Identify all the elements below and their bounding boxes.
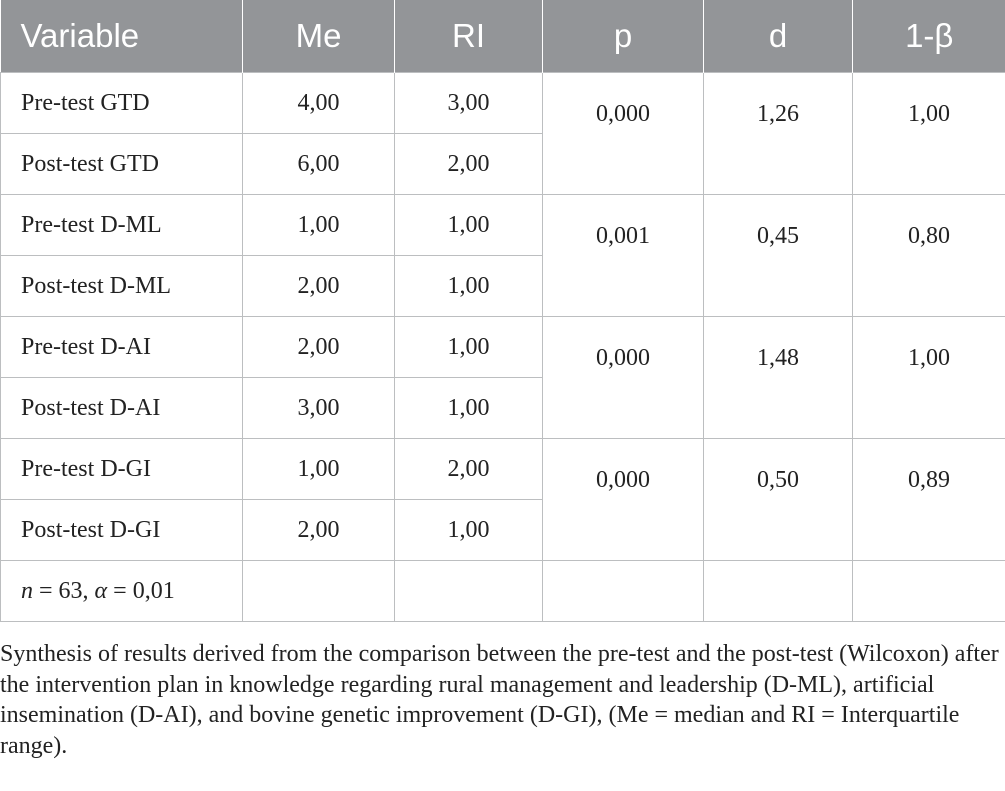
ri-cell: 1,00 bbox=[395, 256, 543, 317]
note-row bbox=[1, 561, 1005, 622]
header-power: 1-β bbox=[853, 0, 1005, 73]
ri-cell: 1,00 bbox=[395, 500, 543, 561]
table-row bbox=[1, 73, 1005, 134]
table-header bbox=[1, 0, 1005, 73]
variable-cell: Pre-test GTD bbox=[1, 73, 243, 134]
power-cell: 0,80 bbox=[853, 195, 1005, 317]
header-row bbox=[1, 0, 1005, 73]
header-variable: Variable bbox=[1, 0, 243, 73]
empty-cell bbox=[704, 561, 853, 622]
me-cell: 2,00 bbox=[243, 317, 395, 378]
variable-cell: Post-test GTD bbox=[1, 134, 243, 195]
table-body bbox=[1, 73, 1005, 622]
power-cell: 1,00 bbox=[853, 317, 1005, 439]
n-symbol: n bbox=[21, 577, 33, 604]
ri-cell: 2,00 bbox=[395, 439, 543, 500]
variable-cell: Pre-test D-GI bbox=[1, 439, 243, 500]
variable-cell: Pre-test D-AI bbox=[1, 317, 243, 378]
alpha-value: = 0,01 bbox=[107, 577, 175, 604]
table-row bbox=[1, 317, 1005, 378]
empty-cell bbox=[395, 561, 543, 622]
alpha-symbol: α bbox=[94, 577, 108, 604]
header-p: p bbox=[543, 0, 704, 73]
me-cell: 6,00 bbox=[243, 134, 395, 195]
header-ri: RI bbox=[395, 0, 543, 73]
empty-cell bbox=[543, 561, 704, 622]
n-value: = 63, bbox=[33, 577, 95, 604]
header-me: Me bbox=[243, 0, 395, 73]
empty-cell bbox=[853, 561, 1005, 622]
me-cell: 2,00 bbox=[243, 256, 395, 317]
d-cell: 0,45 bbox=[704, 195, 853, 317]
d-cell: 0,50 bbox=[704, 439, 853, 561]
ri-cell: 2,00 bbox=[395, 134, 543, 195]
p-cell: 0,000 bbox=[543, 317, 704, 439]
p-cell: 0,000 bbox=[543, 439, 704, 561]
me-cell: 4,00 bbox=[243, 73, 395, 134]
variable-cell: Post-test D-GI bbox=[1, 500, 243, 561]
variable-cell: Post-test D-AI bbox=[1, 378, 243, 439]
ri-cell: 3,00 bbox=[395, 73, 543, 134]
empty-cell bbox=[243, 561, 395, 622]
ri-cell: 1,00 bbox=[395, 195, 543, 256]
variable-cell: Pre-test D-ML bbox=[1, 195, 243, 256]
me-cell: 3,00 bbox=[243, 378, 395, 439]
p-cell: 0,000 bbox=[543, 73, 704, 195]
me-cell: 2,00 bbox=[243, 500, 395, 561]
me-cell: 1,00 bbox=[243, 439, 395, 500]
header-d: d bbox=[704, 0, 853, 73]
me-cell: 1,00 bbox=[243, 195, 395, 256]
table-row bbox=[1, 195, 1005, 256]
table-caption: Synthesis of results derived from the comparison between the pre-test and the post-test (Wilcoxon) after the intervention plan in knowledge regarding rural management and leadership (D-ML), artificial insemination (D-AI), and bovine genetic improvement (D-GI), (Me = median and RI = Interquartile range). bbox=[0, 641, 999, 759]
d-cell: 1,26 bbox=[704, 73, 853, 195]
d-cell: 1,48 bbox=[704, 317, 853, 439]
variable-cell: Post-test D-ML bbox=[1, 256, 243, 317]
ri-cell: 1,00 bbox=[395, 317, 543, 378]
table-row bbox=[1, 439, 1005, 500]
power-cell: 1,00 bbox=[853, 73, 1005, 195]
ri-cell: 1,00 bbox=[395, 378, 543, 439]
sample-note-cell bbox=[1, 561, 243, 622]
power-cell: 0,89 bbox=[853, 439, 1005, 561]
p-cell: 0,001 bbox=[543, 195, 704, 317]
